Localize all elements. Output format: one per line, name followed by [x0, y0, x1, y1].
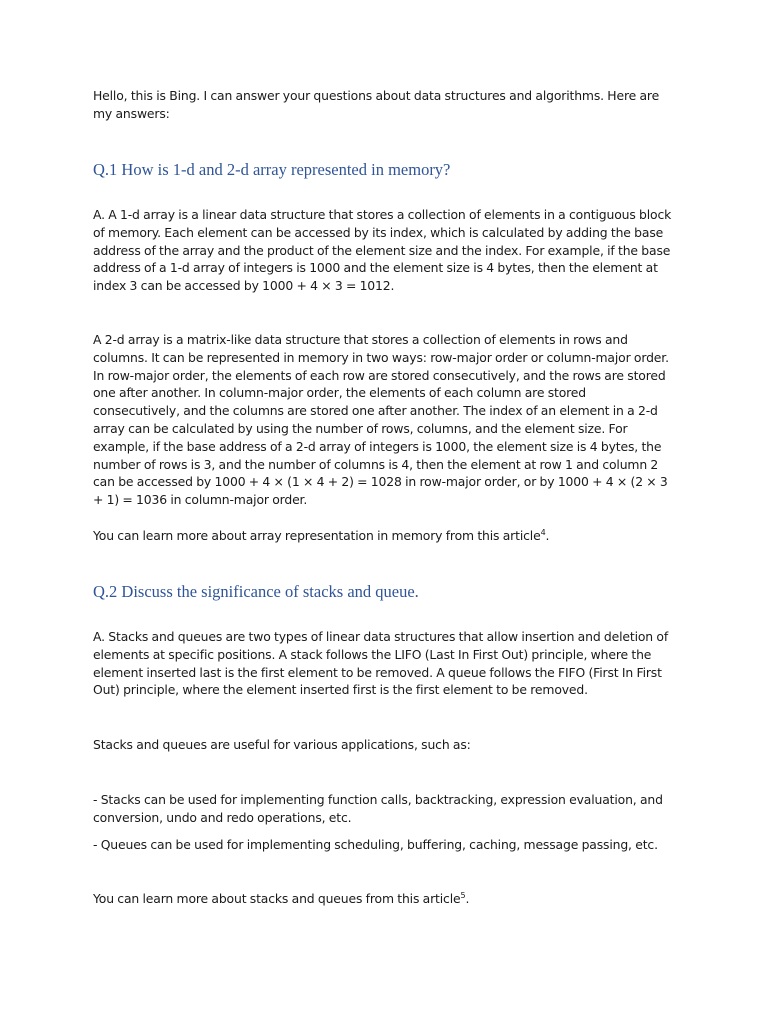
q1-learn-more	[93, 527, 673, 545]
q2-queues-bullet: - Queues can be used for implementing scheduling, buffering, caching, message passing, etc.	[93, 837, 658, 852]
q2-learn-more-text: You can learn more about stacks and queues from this article	[93, 891, 461, 906]
intro-paragraph: Hello, this is Bing. I can answer your questions about data structures and algorithms. Here are my answers:	[93, 88, 660, 121]
q1-heading: Q.1 How is 1-d and 2-d array represented in memory?	[93, 160, 451, 179]
q1-footnote-ref[interactable]: 4	[540, 527, 546, 537]
q1-answer-paragraph: A. A 1-d array is a linear data structure that stores a collection of elements in a contiguous block of memory. Each element can be accessed by its index, which is calculated by adding the base address of the array and the product of the element size and the index. For example, if the base address of a 1-d array of integers is 1000 and the element size is 4 bytes, then the element at index 3 can be accessed by 1000 + 4 × 3 = 1012.	[93, 207, 672, 294]
q2-heading: Q.2 Discuss the significance of stacks and queue.	[93, 582, 419, 601]
q1-learn-more-period: .	[545, 528, 550, 543]
q2-applications-intro: Stacks and queues are useful for various applications, such as:	[93, 737, 471, 752]
q2-stacks-bullet: - Stacks can be used for implementing function calls, backtracking, expression evaluation, and conversion, undo and redo operations, etc.	[93, 792, 663, 825]
q2-learn-more	[93, 890, 673, 908]
q2-learn-more-period: .	[465, 891, 470, 906]
q2-footnote-ref[interactable]: 5	[460, 890, 466, 900]
q2-answer-paragraph: A. Stacks and queues are two types of linear data structures that allow insertion and deletion of elements at specific positions. A stack follows the LIFO (Last In First Out) principle, where the element inserted last is the first element to be removed. A queue follows the FIFO (First In First Out) principle, where the element inserted first is the first element to be removed.	[93, 629, 669, 698]
q1-2d-array-paragraph: A 2-d array is a matrix-like data structure that stores a collection of elements in rows and columns. It can be represented in memory in two ways: row-major order or column-major order. In row-major order, the elements of each row are stored consecutively, and the rows are stored one after another. In column-major order, the elements of each column are stored consecutively, and the columns are stored one after another. The index of an element in a 2-d array can be calculated by using the number of rows, columns, and the element size. For example, if the base address of a 2-d array of integers is 1000, the element size is 4 bytes, the number of rows is 3, and the number of columns is 4, then the element at row 1 and column 2 can be accessed by 1000 + 4 × (1 × 4 + 2) = 1028 in row-major order, or by 1000 + 4 × (2 × 3 + 1) = 1036 in column-major order.	[93, 332, 669, 508]
q1-learn-more-text: You can learn more about array representation in memory from this article	[93, 528, 541, 543]
